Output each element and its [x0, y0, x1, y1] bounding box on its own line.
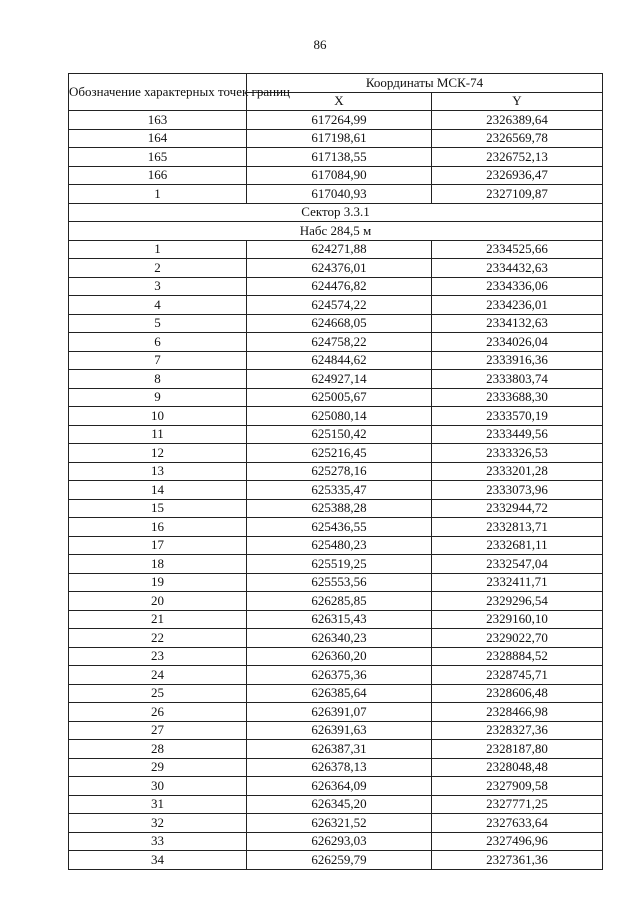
x-cell: 626321,52 — [247, 814, 432, 833]
y-cell: 2332944,72 — [432, 499, 603, 518]
table-row — [69, 388, 603, 407]
y-cell: 2328327,36 — [432, 721, 603, 740]
x-cell: 626345,20 — [247, 795, 432, 814]
y-cell: 2326569,78 — [432, 129, 603, 148]
x-cell: 626387,31 — [247, 740, 432, 759]
x-cell: 625278,16 — [247, 462, 432, 481]
point-cell: 20 — [69, 592, 247, 611]
y-cell: 2329022,70 — [432, 629, 603, 648]
x-cell: 625480,23 — [247, 536, 432, 555]
header-coordinate-system: Координаты МСК-74 — [247, 74, 603, 93]
table-row — [69, 795, 603, 814]
x-cell: 625335,47 — [247, 481, 432, 500]
y-cell: 2326752,13 — [432, 148, 603, 167]
x-cell: 624574,22 — [247, 296, 432, 315]
x-cell: 624376,01 — [247, 259, 432, 278]
table-row — [69, 647, 603, 666]
x-cell: 625005,67 — [247, 388, 432, 407]
point-cell: 22 — [69, 629, 247, 648]
point-cell: 27 — [69, 721, 247, 740]
table-row — [69, 851, 603, 870]
point-cell: 165 — [69, 148, 247, 167]
x-cell: 624927,14 — [247, 370, 432, 389]
y-cell: 2328187,80 — [432, 740, 603, 759]
table-row — [69, 592, 603, 611]
table-row — [69, 499, 603, 518]
point-cell: 30 — [69, 777, 247, 796]
table-row — [69, 444, 603, 463]
y-cell: 2332411,71 — [432, 573, 603, 592]
table-row — [69, 240, 603, 259]
point-cell: 15 — [69, 499, 247, 518]
y-cell: 2334026,04 — [432, 333, 603, 352]
x-cell: 617264,99 — [247, 111, 432, 130]
point-cell: 8 — [69, 370, 247, 389]
table-row — [69, 407, 603, 426]
x-cell: 626391,07 — [247, 703, 432, 722]
point-cell: 163 — [69, 111, 247, 130]
x-cell: 617040,93 — [247, 185, 432, 204]
table-row — [69, 777, 603, 796]
point-cell: 1 — [69, 240, 247, 259]
point-cell: 9 — [69, 388, 247, 407]
x-cell: 624758,22 — [247, 333, 432, 352]
table-row — [69, 814, 603, 833]
y-cell: 2327361,36 — [432, 851, 603, 870]
x-cell: 626360,20 — [247, 647, 432, 666]
point-cell: 21 — [69, 610, 247, 629]
table-row — [69, 277, 603, 296]
table-row — [69, 518, 603, 537]
point-cell: 33 — [69, 832, 247, 851]
table-row — [69, 296, 603, 315]
y-cell: 2329160,10 — [432, 610, 603, 629]
x-cell: 617084,90 — [247, 166, 432, 185]
x-cell: 626375,36 — [247, 666, 432, 685]
sector-label: Сектор 3.3.1 — [69, 203, 603, 222]
y-cell: 2333688,30 — [432, 388, 603, 407]
point-cell: 29 — [69, 758, 247, 777]
table-header — [69, 74, 603, 111]
y-cell: 2327909,58 — [432, 777, 603, 796]
point-cell: 17 — [69, 536, 247, 555]
y-cell: 2333570,19 — [432, 407, 603, 426]
table-row — [69, 185, 603, 204]
y-cell: 2333803,74 — [432, 370, 603, 389]
y-cell: 2328048,48 — [432, 758, 603, 777]
table-row — [69, 425, 603, 444]
x-cell: 625080,14 — [247, 407, 432, 426]
x-cell: 625436,55 — [247, 518, 432, 537]
y-cell: 2334432,63 — [432, 259, 603, 278]
y-cell: 2329296,54 — [432, 592, 603, 611]
page-number: 86 — [313, 37, 327, 52]
point-cell: 23 — [69, 647, 247, 666]
y-cell: 2334336,06 — [432, 277, 603, 296]
table-row — [69, 333, 603, 352]
point-cell: 28 — [69, 740, 247, 759]
y-cell: 2327771,25 — [432, 795, 603, 814]
y-cell: 2334525,66 — [432, 240, 603, 259]
sector-heading — [69, 203, 603, 240]
x-cell: 624668,05 — [247, 314, 432, 333]
point-cell: 11 — [69, 425, 247, 444]
point-cell: 12 — [69, 444, 247, 463]
point-cell: 5 — [69, 314, 247, 333]
x-cell: 624844,62 — [247, 351, 432, 370]
y-cell: 2328745,71 — [432, 666, 603, 685]
table-body-main — [69, 240, 603, 869]
point-cell: 19 — [69, 573, 247, 592]
y-cell: 2334236,01 — [432, 296, 603, 315]
table-row — [69, 573, 603, 592]
table-row — [69, 758, 603, 777]
point-cell: 2 — [69, 259, 247, 278]
y-cell: 2328884,52 — [432, 647, 603, 666]
table-row — [69, 666, 603, 685]
table-row — [69, 351, 603, 370]
y-cell: 2332547,04 — [432, 555, 603, 574]
x-cell: 625388,28 — [247, 499, 432, 518]
point-cell: 32 — [69, 814, 247, 833]
y-cell: 2326936,47 — [432, 166, 603, 185]
x-cell: 626259,79 — [247, 851, 432, 870]
x-cell: 626364,09 — [247, 777, 432, 796]
table-row — [69, 462, 603, 481]
table-row — [69, 536, 603, 555]
table-body-top — [69, 111, 603, 204]
point-cell: 31 — [69, 795, 247, 814]
x-cell: 626378,13 — [247, 758, 432, 777]
x-cell: 625519,25 — [247, 555, 432, 574]
coordinates-table — [68, 73, 603, 870]
table-row — [69, 166, 603, 185]
table-row — [69, 148, 603, 167]
y-cell: 2334132,63 — [432, 314, 603, 333]
x-cell: 624271,88 — [247, 240, 432, 259]
x-cell: 625150,42 — [247, 425, 432, 444]
x-cell: 625216,45 — [247, 444, 432, 463]
y-cell: 2333073,96 — [432, 481, 603, 500]
point-cell: 7 — [69, 351, 247, 370]
point-cell: 16 — [69, 518, 247, 537]
y-cell: 2333449,56 — [432, 425, 603, 444]
table-row — [69, 111, 603, 130]
table-row — [69, 370, 603, 389]
point-cell: 164 — [69, 129, 247, 148]
table-row — [69, 740, 603, 759]
table-row — [69, 314, 603, 333]
point-cell: 10 — [69, 407, 247, 426]
table-row — [69, 555, 603, 574]
point-cell: 14 — [69, 481, 247, 500]
table-row — [69, 721, 603, 740]
y-cell: 2333326,53 — [432, 444, 603, 463]
point-cell: 24 — [69, 666, 247, 685]
y-cell: 2328466,98 — [432, 703, 603, 722]
table-row — [69, 481, 603, 500]
y-cell: 2332681,11 — [432, 536, 603, 555]
point-cell: 3 — [69, 277, 247, 296]
x-cell: 626285,85 — [247, 592, 432, 611]
x-cell: 617198,61 — [247, 129, 432, 148]
x-cell: 626315,43 — [247, 610, 432, 629]
point-cell: 34 — [69, 851, 247, 870]
header-x: X — [247, 92, 432, 111]
table-row — [69, 259, 603, 278]
header-y: Y — [432, 92, 603, 111]
x-cell: 626293,03 — [247, 832, 432, 851]
y-cell: 2328606,48 — [432, 684, 603, 703]
x-cell: 626391,63 — [247, 721, 432, 740]
point-cell: 26 — [69, 703, 247, 722]
point-cell: 13 — [69, 462, 247, 481]
point-cell: 166 — [69, 166, 247, 185]
y-cell: 2333916,36 — [432, 351, 603, 370]
table-row — [69, 629, 603, 648]
y-cell: 2332813,71 — [432, 518, 603, 537]
y-cell: 2327109,87 — [432, 185, 603, 204]
height-label: Набс 284,5 м — [69, 222, 603, 241]
x-cell: 626340,23 — [247, 629, 432, 648]
header-points: Обозначение характерных точек границ — [69, 74, 247, 111]
y-cell: 2326389,64 — [432, 111, 603, 130]
table-row — [69, 684, 603, 703]
table-row — [69, 832, 603, 851]
y-cell: 2327633,64 — [432, 814, 603, 833]
y-cell: 2333201,28 — [432, 462, 603, 481]
y-cell: 2327496,96 — [432, 832, 603, 851]
table-row — [69, 610, 603, 629]
table-row — [69, 129, 603, 148]
x-cell: 625553,56 — [247, 573, 432, 592]
point-cell: 4 — [69, 296, 247, 315]
point-cell: 6 — [69, 333, 247, 352]
table-row — [69, 703, 603, 722]
point-cell: 1 — [69, 185, 247, 204]
point-cell: 18 — [69, 555, 247, 574]
x-cell: 624476,82 — [247, 277, 432, 296]
x-cell: 626385,64 — [247, 684, 432, 703]
x-cell: 617138,55 — [247, 148, 432, 167]
point-cell: 25 — [69, 684, 247, 703]
